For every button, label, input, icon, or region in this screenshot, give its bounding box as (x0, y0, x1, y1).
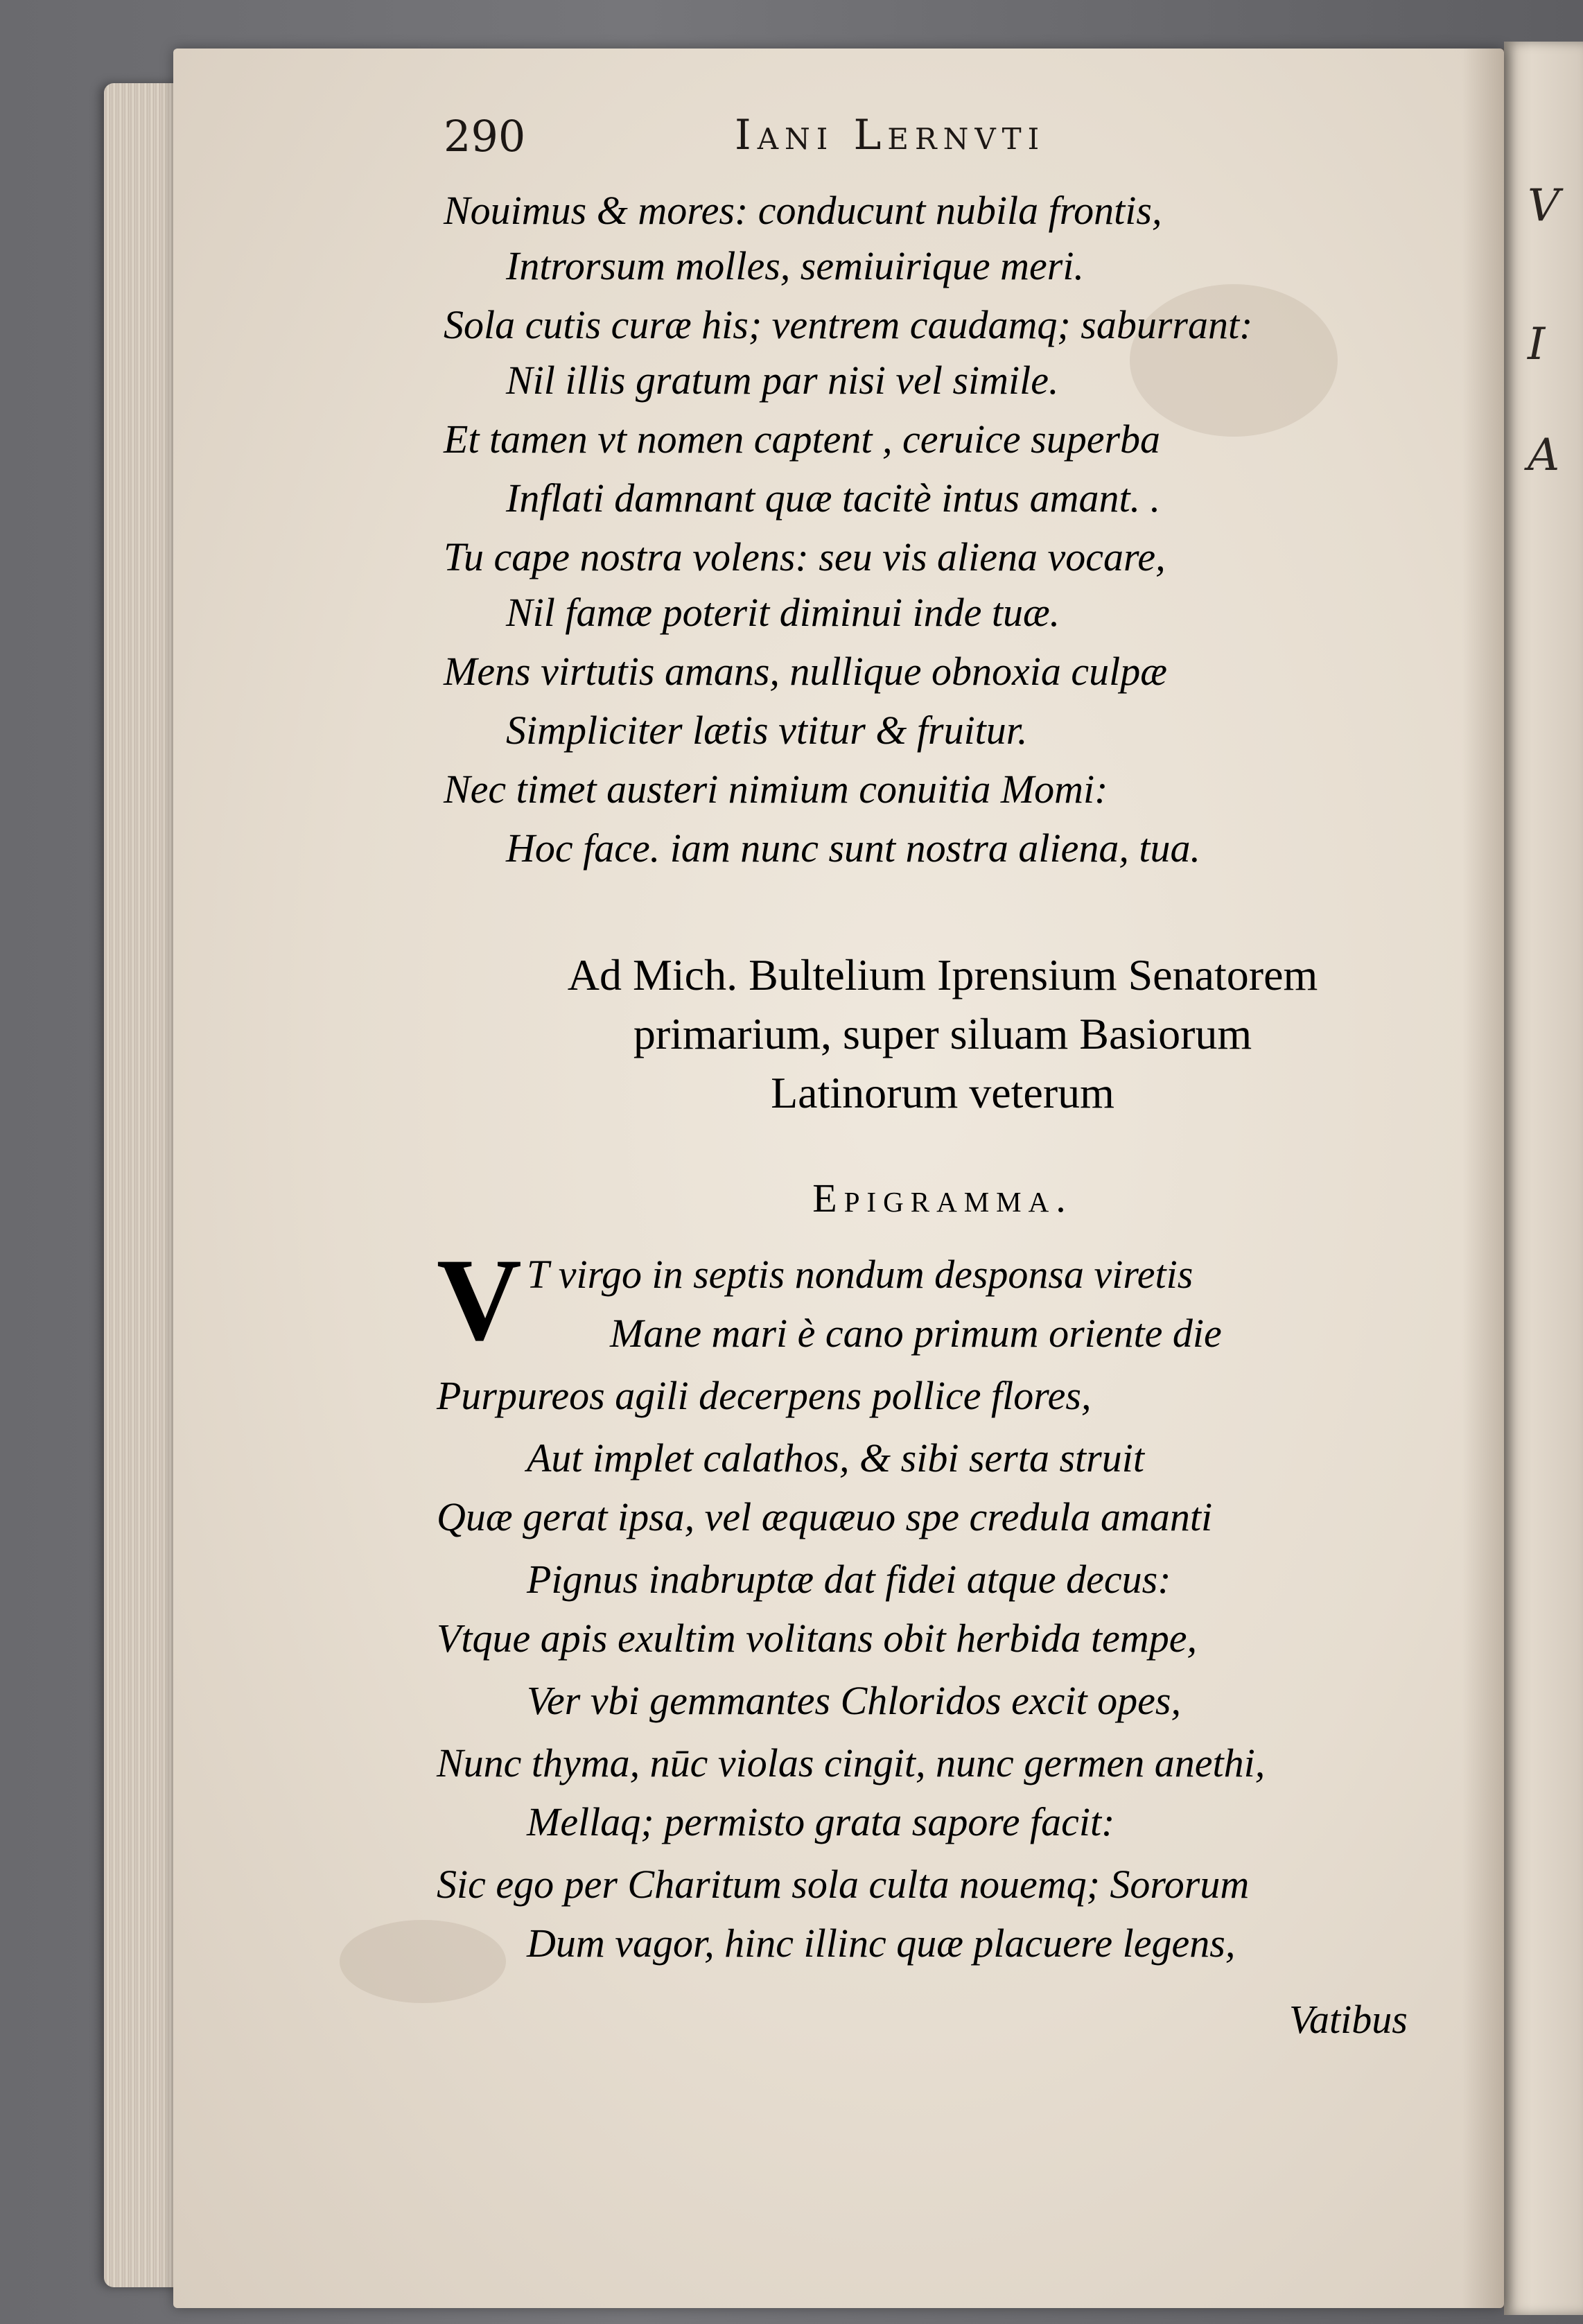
verse-line: Pignus inabruptæ dat fidei atque decus: (527, 1557, 1171, 1602)
catchword: Vatibus (1289, 1997, 1408, 2042)
verse-line: Sic ego per Charitum sola culta nouemq; Sororum (437, 1862, 1250, 1907)
paper-stain (340, 1920, 506, 2003)
page-header (444, 111, 1220, 173)
facing-page-glyph: I (1528, 319, 1546, 370)
facing-page-glyph: V (1528, 180, 1560, 231)
poem-title-line: Latinorum veterum (771, 1068, 1114, 1117)
poem-title-line: primarium, super siluam Basiorum (633, 1009, 1252, 1058)
verse-line: Purpureos agili decerpens pollice flores, (437, 1373, 1092, 1418)
verse-line: Nunc thyma, nūc violas cingit, nunc germen anethi, (437, 1740, 1266, 1785)
verse-line: Simpliciter lætis vtitur & fruitur. (506, 708, 1028, 753)
verse-line: Nil illis gratum par nisi vel simile. (506, 358, 1059, 403)
page-number: 290 (444, 111, 526, 161)
verse-line: Inflati damnant quæ tacitè intus amant. . (506, 475, 1161, 521)
running-head: Iani Lernvti (735, 111, 1046, 159)
verse-line: Mens virtutis amans, nullique obnoxia culpæ (444, 649, 1167, 694)
verse-line: Vtque apis exultim volitans obit herbida tempe, (437, 1616, 1197, 1661)
verse-line: Tu cape nostra volens: seu vis aliena vocare, (444, 534, 1166, 579)
verse-line: Quæ gerat ipsa, vel æquæuo spe credula amanti (437, 1494, 1213, 1539)
verse-line: Mane mari è cano primum oriente die (610, 1311, 1222, 1356)
verse-line: Nil famæ poterit diminui inde tuæ. (506, 590, 1060, 635)
poem-genre-label: Epigramma. (812, 1176, 1073, 1221)
verse-line: Mellaq; permisto grata sapore facit: (527, 1799, 1115, 1844)
poem-title-line: Ad Mich. Bultelium Iprensium Senatorem (567, 950, 1318, 999)
facing-page (1504, 42, 1583, 2315)
verse-line: Sola cutis curæ his; ventrem caudamq; saburrant: (444, 302, 1253, 347)
verse-line: Ver vbi gemmantes Chloridos excit opes, (527, 1678, 1181, 1723)
verse-line: Nouimus & mores: conducunt nubila frontis, (444, 188, 1162, 233)
verse-line: Hoc face. iam nunc sunt nostra aliena, tua. (506, 825, 1201, 871)
verse-line: Nec timet austeri nimium conuitia Momi: (444, 767, 1108, 812)
verse-line: Aut implet calathos, & sibi serta struit (527, 1435, 1144, 1480)
page-gutter-shadow (1462, 49, 1504, 2308)
verse-line: Et tamen vt nomen captent , ceruice superba (444, 417, 1161, 462)
verse-line: Introrsum molles, semiuirique meri. (506, 243, 1084, 288)
verse-line: Dum vagor, hinc illinc quæ placuere legens, (527, 1921, 1236, 1966)
drop-cap: V (437, 1234, 522, 1365)
verse-line: T virgo in septis nondum desponsa viretis (527, 1252, 1193, 1297)
facing-page-glyph: A (1528, 430, 1560, 481)
